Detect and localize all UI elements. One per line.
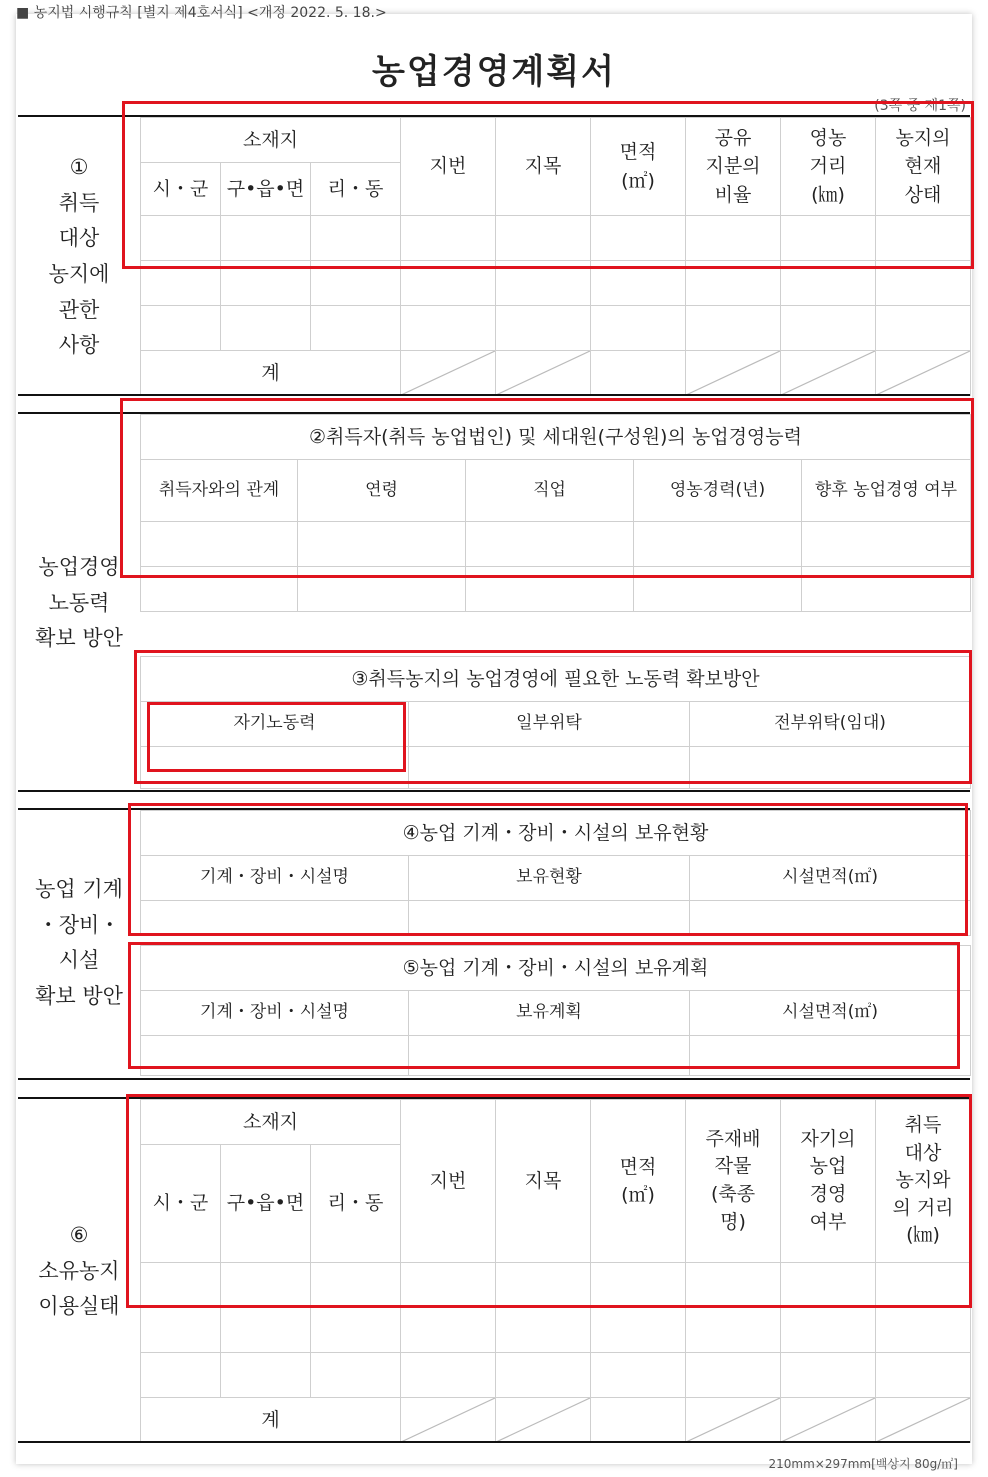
section4-title: ④농업 기계・장비・시설의 보유현황 <box>141 811 971 856</box>
paper-size-note: 210mm×297mm[백상지 80g/㎡] <box>768 1457 958 1471</box>
labor-section-label: 농업경영 노동력 확보 방안 <box>35 555 123 651</box>
section-rule <box>18 394 970 396</box>
section-rule <box>18 1441 970 1443</box>
section6-label: ⑥ 소유농지 이용실태 <box>38 1223 120 1319</box>
machine-section-label: 농업 기계 ・장비・ 시설 확보 방안 <box>35 877 123 1009</box>
section1-label: ① 취득 대상 농지에 관한 사항 <box>48 155 110 358</box>
section-rule <box>18 1078 970 1080</box>
section-rule <box>18 790 970 792</box>
highlight-box-section4 <box>128 803 968 936</box>
section4-table: ④농업 기계・장비・시설의 보유현황 기계・장비・시설명 보유현황 시설면적(㎡) <box>140 810 971 936</box>
section5-title: ⑤농업 기계・장비・시설의 보유계획 <box>141 946 971 991</box>
highlight-box-section6 <box>126 1094 972 1308</box>
highlight-box-section5 <box>128 942 960 1069</box>
highlight-box-section2 <box>120 398 974 578</box>
highlight-box-section1 <box>122 101 974 269</box>
section3-table: ③취득농지의 농업경영에 필요한 노동력 확보방안 자기노동력 일부위탁 전부위탁(임대) <box>140 656 971 789</box>
section2-table: ②취득자(취득 농업법인) 및 세대원(구성원)의 농업경영능력 취득자와의 관계 연령 직업 영농경력(년) 향후 농업경영 여부 <box>140 414 971 612</box>
section1-table: 소재지 지번 지목 면적 (㎡) 공유 지분의 비율 영농 거리 (㎞) 농지의 현재 상태 시・군 구•읍•면 리・동 계 <box>140 117 971 396</box>
page-number-note: (3쪽 중 제1쪽) <box>874 98 966 114</box>
section2-title: ②취득자(취득 농업법인) 및 세대원(구성원)의 농업경영능력 <box>141 415 971 460</box>
section5-table: ⑤농업 기계・장비・시설의 보유계획 기계・장비・시설명 보유계획 시설면적(㎡) <box>140 945 971 1076</box>
highlight-box-self-labor <box>147 702 406 772</box>
section3-title: ③취득농지의 농업경영에 필요한 노동력 확보방안 <box>141 657 971 702</box>
section6-table: 소재지 지번 지목 면적 (㎡) 주재배 작물 (축종 명) 자기의 농업 경영 여부 취득 대상 농지와 의 거리 (㎞) 시・군 구•읍•면 리・동 계 <box>140 1099 971 1443</box>
page-title: 농업경영계획서 <box>372 52 616 92</box>
form-header-note: ■ 농지법 시행규칙 [별지 제4호서식] <개정 2022. 5. 18.> <box>16 5 387 21</box>
